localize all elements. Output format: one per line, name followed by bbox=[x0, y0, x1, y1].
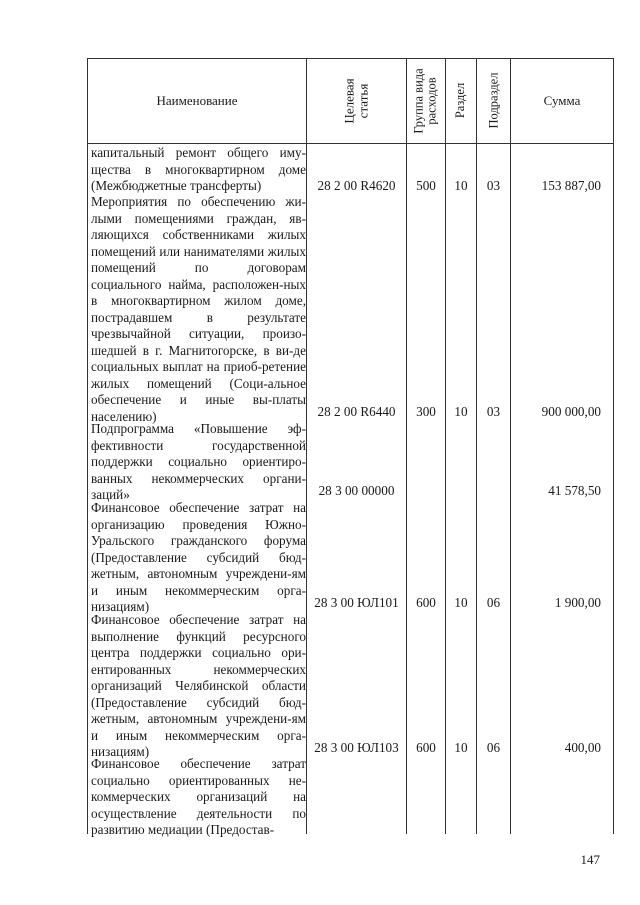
row-subsection: 03 bbox=[486, 178, 501, 193]
header-target-article bbox=[307, 58, 406, 143]
header-name-text: Наименование bbox=[156, 92, 238, 108]
row-expense-group: 500 bbox=[416, 178, 436, 193]
col-border bbox=[306, 58, 307, 834]
row-amount: 400,00 bbox=[564, 740, 601, 755]
header-bottom-border bbox=[87, 143, 613, 144]
header-subsection-text: Подраздел bbox=[486, 72, 500, 129]
row-target-code: 28 3 00 00000 bbox=[318, 483, 395, 498]
page-number: 147 bbox=[580, 852, 600, 867]
row-description: Финансовое обеспечение затрат на организацию проведения Южно-Уральского гражданского форума (Предоставление субсидий бюд-жетным, автономным учреждени-ям и иным некоммерческим орга-низациям) bbox=[91, 500, 306, 614]
row-target-code: 28 3 00 ЮЛ101 bbox=[314, 595, 399, 610]
col-border bbox=[445, 58, 446, 834]
row-amount: 41 578,50 bbox=[548, 483, 601, 498]
header-target-article-text: Целевая статья bbox=[341, 77, 371, 124]
header-section-text: Раздел bbox=[453, 82, 468, 119]
row-target-code: 28 2 00 R6440 bbox=[317, 404, 396, 419]
row-amount: 153 887,00 bbox=[541, 178, 601, 193]
header-name bbox=[88, 58, 306, 143]
col-border bbox=[476, 58, 477, 834]
header-subsection bbox=[477, 58, 510, 143]
row-description: Подпрограмма «Повышение эф-фективности государственной поддержки социально ориентиро-ванных некоммерческих органи-заций» bbox=[91, 421, 306, 502]
row-description: Финансовое обеспечение затрат социально ориентированных не-коммерческих организаций на осуществление деятельности по развитию медиации (Предостав- bbox=[91, 756, 306, 837]
row-target-code: 28 3 00 ЮЛ103 bbox=[314, 740, 399, 755]
header-expense-group-text: Группа вида расходов bbox=[412, 67, 440, 134]
row-subsection: 06 bbox=[486, 740, 501, 755]
row-subsection: 06 bbox=[486, 595, 501, 610]
row-subsection: 03 bbox=[486, 404, 501, 419]
row-section: 10 bbox=[454, 740, 468, 755]
row-amount: 900 000,00 bbox=[541, 404, 601, 419]
header-expense-group bbox=[407, 58, 445, 143]
header-section bbox=[446, 58, 476, 143]
row-description: Финансовое обеспечение затрат на выполнение функций ресурсного центра поддержки социально ори-ентированных некоммерческих организаций Челябинской области (Предоставление субсидий бюд-жетным, автономным учреждени-ям и иным некоммерческим орга-низациям) bbox=[91, 612, 306, 759]
col-border bbox=[510, 58, 511, 834]
col-border bbox=[87, 58, 88, 834]
col-border bbox=[406, 58, 407, 834]
row-section: 10 bbox=[454, 178, 468, 193]
header-amount bbox=[511, 58, 613, 143]
row-target-code: 28 2 00 R4620 bbox=[317, 178, 396, 193]
row-amount: 1 900,00 bbox=[554, 595, 601, 610]
row-section: 10 bbox=[454, 595, 468, 610]
header-amount-text: Сумма bbox=[543, 92, 581, 108]
row-section: 10 bbox=[454, 404, 468, 419]
row-description: капитальный ремонт общего иму-щества в многоквартирном доме (Межбюджетные трансферты) bbox=[91, 145, 306, 193]
row-description: Мероприятия по обеспечению жи-лыми помещениями граждан, яв-ляющихся собственниками жилых помещений или нанимателями жилых помещений по договорам социального найма, расположен-ных в многоквартирном жилом доме, пострадавшем в результате чрезвычайной ситуации, произо-шедшей в г. Магнитогорске, в ви-де социальных выплат на приоб-ретение жилых помещений (Соци-альное обеспечение и иные вы-платы населению) bbox=[91, 194, 306, 424]
col-border bbox=[613, 58, 614, 834]
row-expense-group: 300 bbox=[416, 404, 436, 419]
row-expense-group: 600 bbox=[416, 740, 436, 755]
row-expense-group: 600 bbox=[416, 595, 436, 610]
